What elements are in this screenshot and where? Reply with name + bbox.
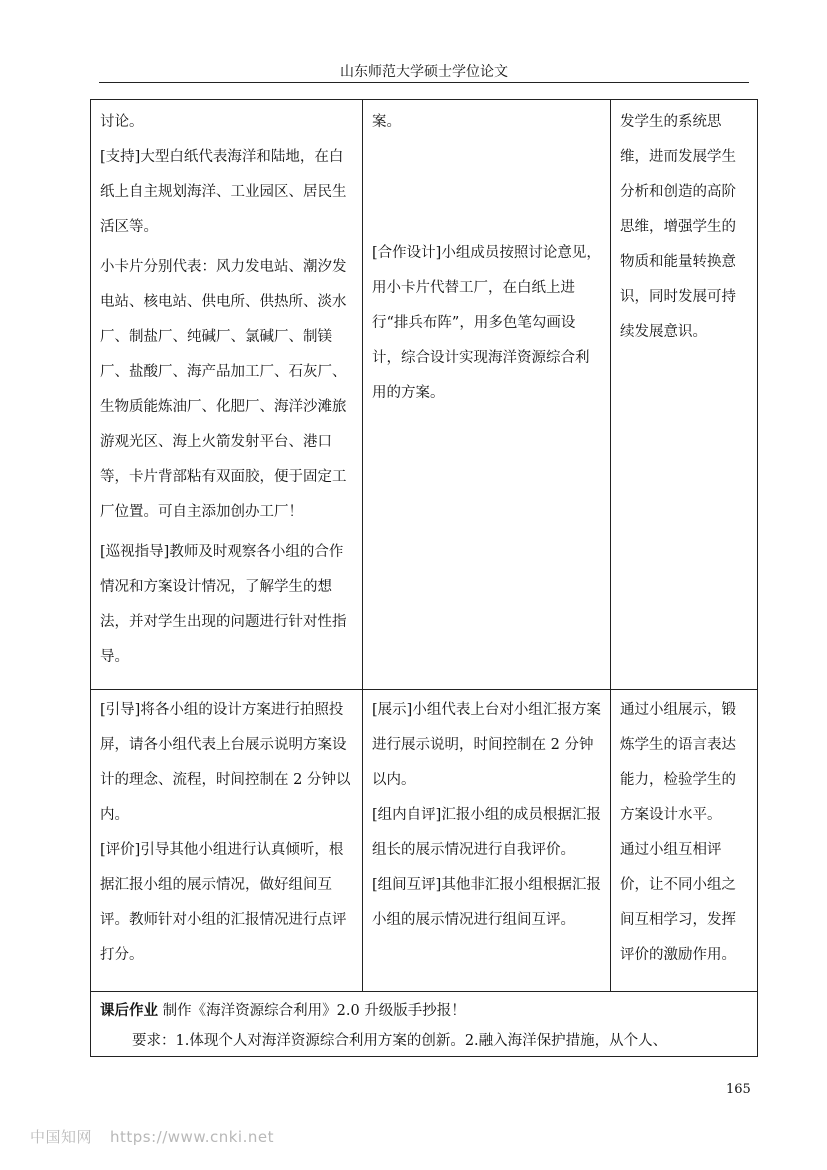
cell-paragraph: [组内自评]汇报小组的成员根据汇报组长的展示情况进行自我评价。 [372, 807, 601, 858]
watermark-brand: 中国知网 [30, 1128, 93, 1146]
cell-paragraph: 案。 [372, 114, 401, 130]
cell-paragraph: 通过小组展示，锻炼学生的语言表达能力，检验学生的方案设计水平。 [620, 702, 736, 823]
cell-paragraph: 小卡片分别代表：风力发电站、潮汐发电站、核电站、供电所、供热所、淡水厂、制盐厂、纯碱厂、氯碱厂、制镁厂、盐酸厂、海产品加工厂、石灰厂、生物质能炼油厂、化肥厂、海洋沙滩旅游观光区、海上火箭发射平台、港口等，卡片背部粘有双面胶，便于固定工厂位置。可自主添加创办工厂！ [100, 259, 347, 520]
header-rule [99, 82, 749, 83]
cell-paragraph: 通过小组互相评价，让不同小组之间互相学习，发挥评价的激励作用。 [620, 842, 736, 963]
design-intent-cell [611, 100, 758, 690]
page-number: 165 [726, 1082, 751, 1097]
table-row [91, 690, 758, 992]
cell-paragraph: [引导]将各小组的设计方案进行拍照投屏，请各小组代表上台展示说明方案设计的理念、流程，时间控制在 2 分钟以内。 [100, 702, 351, 823]
homework-line [100, 996, 749, 1026]
homework-label: 课后作业 [100, 1002, 158, 1019]
watermark-url: https://www.cnki.net [110, 1128, 274, 1146]
teacher-activity-cell [91, 690, 363, 992]
student-activity-cell [363, 690, 611, 992]
student-activity-cell [363, 100, 611, 690]
cell-paragraph: [支持]大型白纸代表海洋和陆地，在白纸上自主规划海洋、工业园区、居民生活区等。 [100, 149, 347, 235]
cell-paragraph: [展示]小组代表上台对小组汇报方案进行展示说明，时间控制在 2 分钟以内。 [372, 702, 601, 788]
teacher-activity-cell [91, 100, 363, 690]
cell-paragraph: [巡视指导]教师及时观察各小组的合作情况和方案设计情况，了解学生的想法，并对学生出现的问题进行针对性指导。 [100, 544, 347, 665]
cell-paragraph: [组间互评]其他非汇报小组根据汇报小组的展示情况进行组间互评。 [372, 877, 601, 928]
table-row [91, 100, 758, 690]
page-header-title: 山东师范大学硕士学位论文 [340, 64, 508, 80]
cell-paragraph: 讨论。 [100, 114, 144, 130]
lesson-table [90, 99, 756, 1057]
homework-cell [91, 992, 758, 1057]
homework-text: 制作《海洋资源综合利用》2.0 升级版手抄报！ [162, 1003, 466, 1019]
homework-requirement: 要求：1.体现个人对海洋资源综合利用方案的创新。2.融入海洋保护措施，从个人、 [132, 1033, 668, 1049]
design-intent-cell [611, 690, 758, 992]
table-row [91, 992, 758, 1057]
watermark [30, 1126, 274, 1147]
cell-paragraph: [合作设计]小组成员按照讨论意见，用小卡片代替工厂，在白纸上进行“排兵布阵”，用多色笔勾画设计，综合设计实现海洋资源综合利用的方案。 [372, 245, 601, 401]
cell-paragraph: [评价]引导其他小组进行认真倾听，根据汇报小组的展示情况，做好组间互评。教师针对小组的汇报情况进行点评打分。 [100, 842, 347, 963]
cell-paragraph: 发学生的系统思维，进而发展学生分析和创造的高阶思维，增强学生的物质和能量转换意识，同时发展可持续发展意识。 [620, 114, 736, 340]
